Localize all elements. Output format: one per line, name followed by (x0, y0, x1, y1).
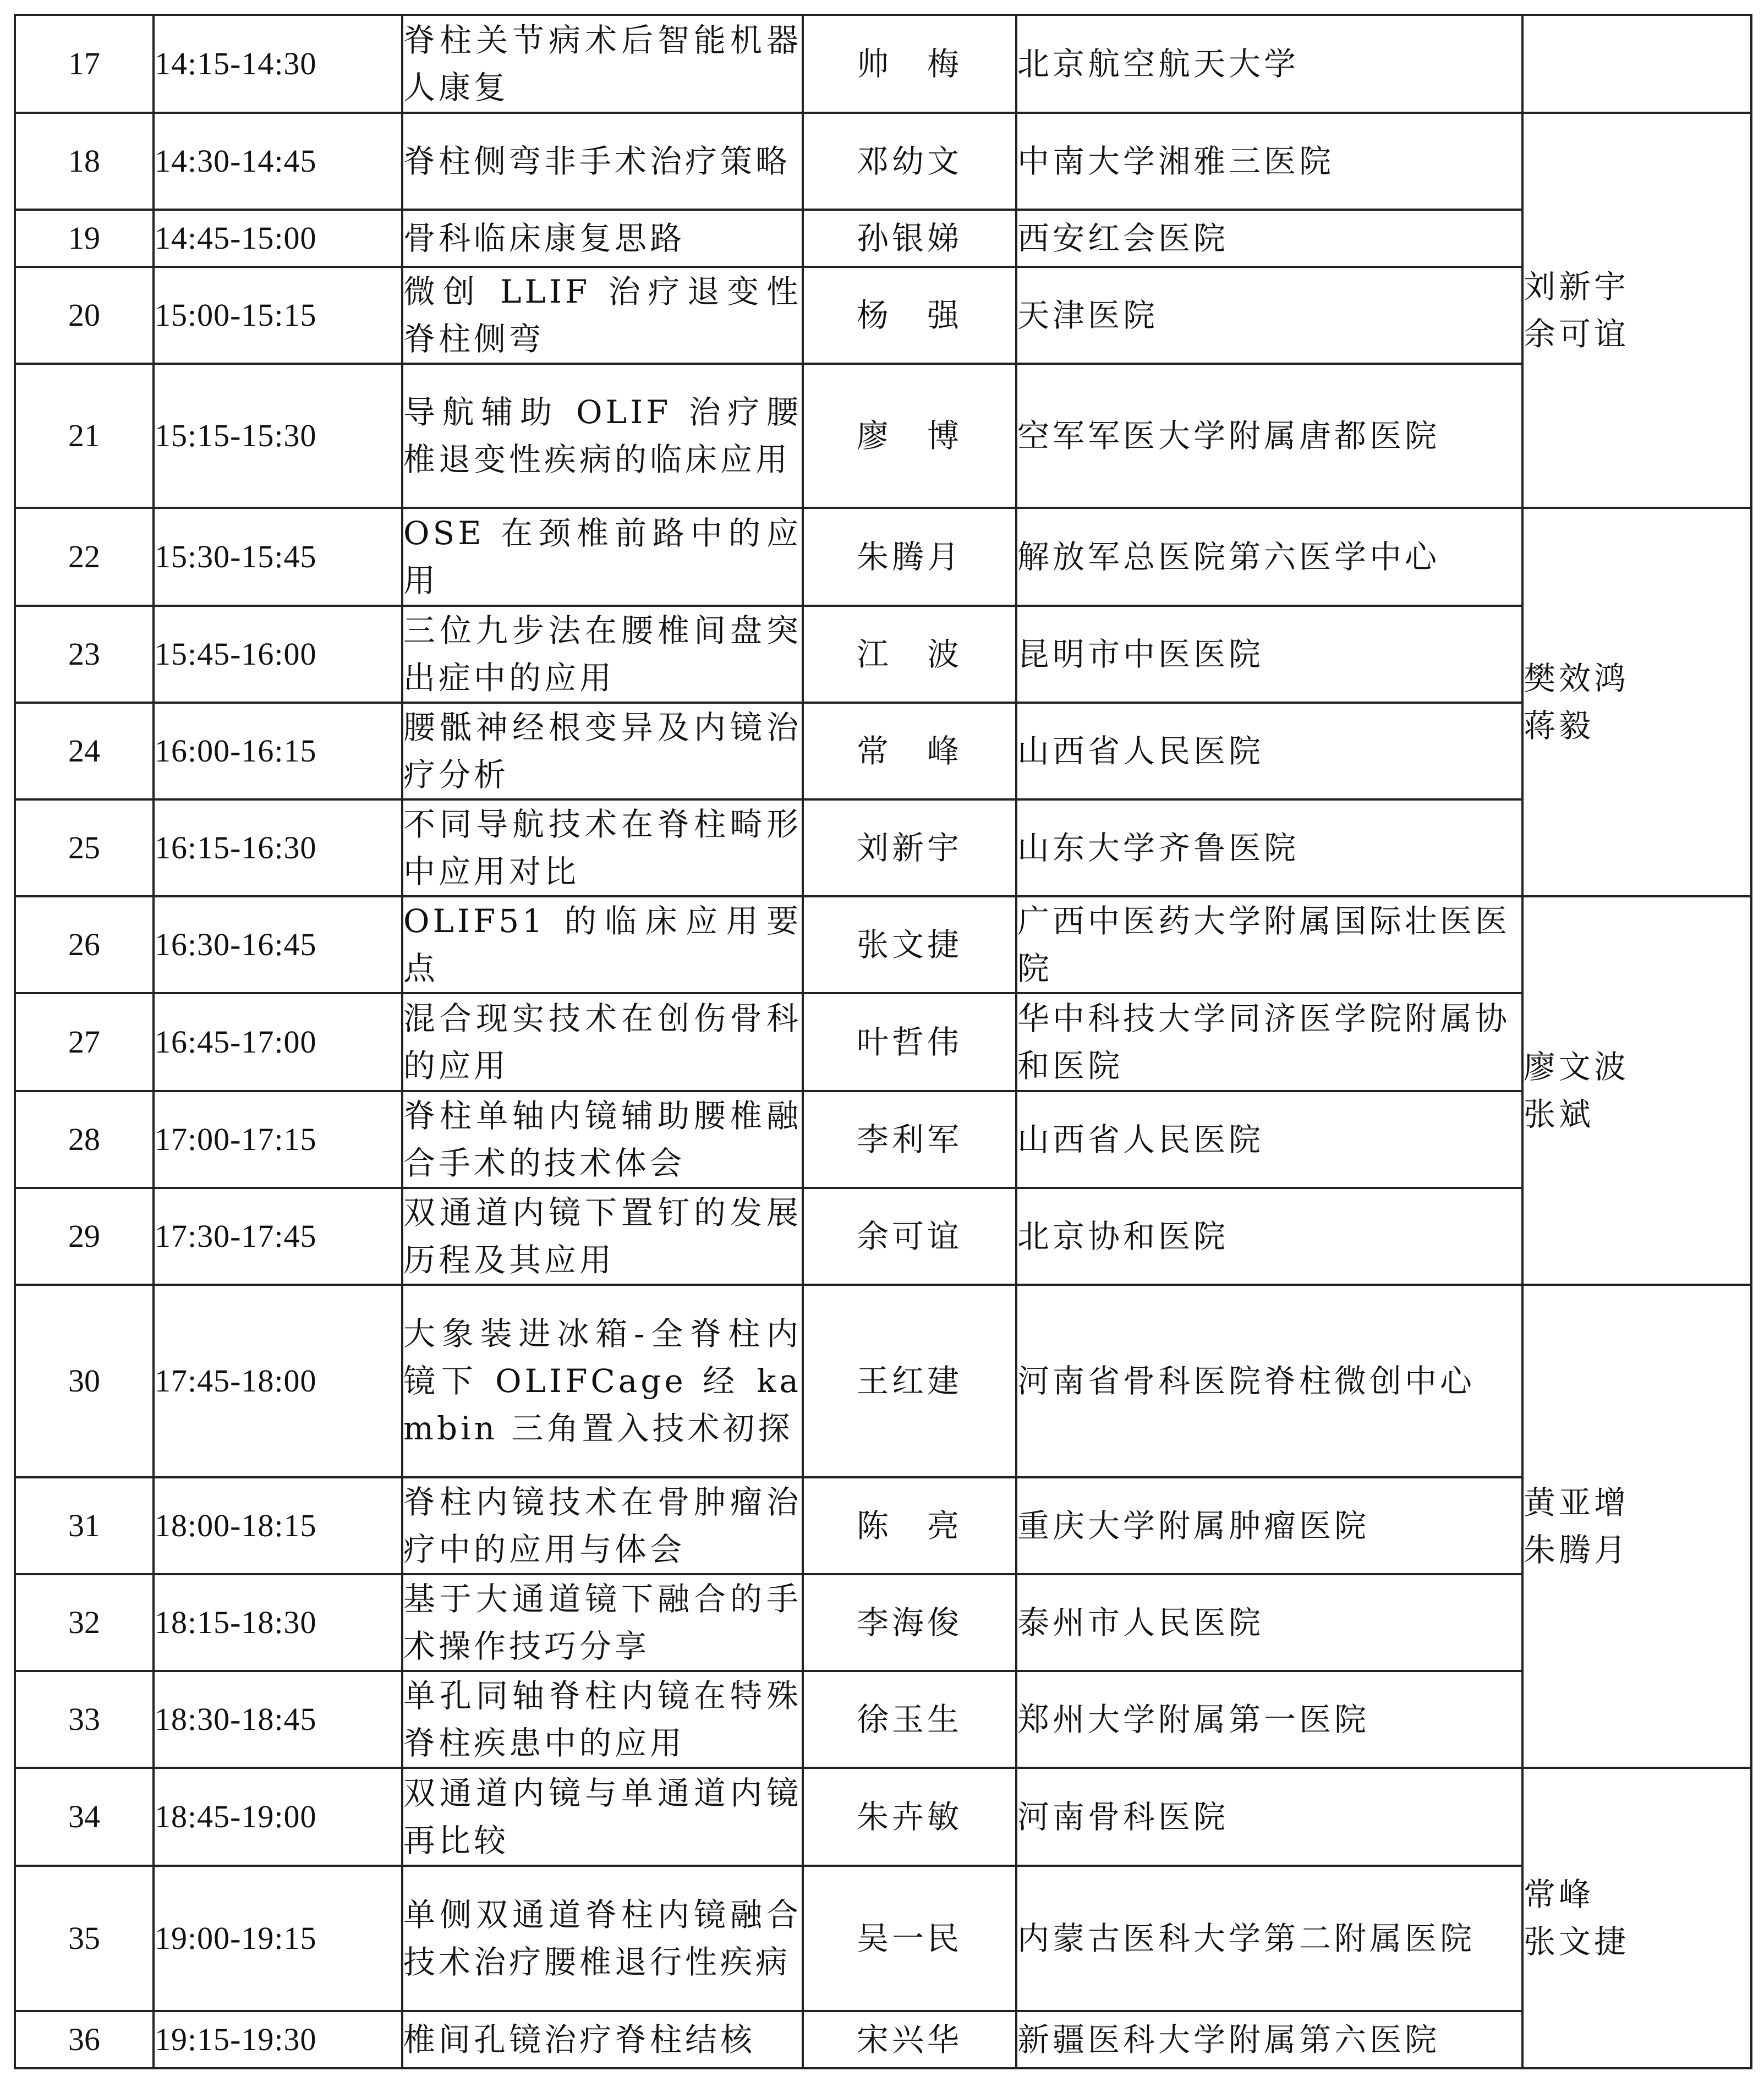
moderator-name: 张斌 (1524, 1095, 1595, 1133)
institution-name: 空军军医大学附属唐都医院 (1016, 364, 1522, 508)
time-slot: 14:30-14:45 (154, 113, 402, 210)
row-number: 27 (15, 993, 154, 1091)
institution-name: 华中科技大学同济医学院附属协和医院 (1016, 993, 1522, 1091)
speaker-name: 杨 强 (803, 267, 1016, 364)
table-row (15, 15, 1751, 113)
moderator-cell (1522, 896, 1751, 1285)
speaker-name: 邓幼文 (803, 113, 1016, 210)
speaker-name: 宋兴华 (803, 2011, 1016, 2068)
talk-topic: 双通道内镜下置钉的发展历程及其应用 (402, 1188, 803, 1285)
moderator-name: 蒋毅 (1524, 707, 1595, 744)
talk-topic: 基于大通道镜下融合的手术操作技巧分享 (402, 1574, 803, 1671)
moderator-cell (1522, 1285, 1751, 1768)
time-slot: 18:30-18:45 (154, 1671, 402, 1768)
row-number: 35 (15, 1866, 154, 2011)
table-row (15, 364, 1751, 508)
row-number: 21 (15, 364, 154, 508)
speaker-name: 李利军 (803, 1091, 1016, 1188)
row-number: 36 (15, 2011, 154, 2068)
speaker-name: 廖 博 (803, 364, 1016, 508)
row-number: 25 (15, 799, 154, 896)
institution-name: 中南大学湘雅三医院 (1016, 113, 1522, 210)
talk-topic: 微创 LLIF 治疗退变性脊柱侧弯 (402, 267, 803, 364)
time-slot: 16:15-16:30 (154, 799, 402, 896)
table-row (15, 1574, 1751, 1671)
institution-name: 山西省人民医院 (1016, 1091, 1522, 1188)
talk-topic: 三位九步法在腰椎间盘突出症中的应用 (402, 606, 803, 703)
row-number: 18 (15, 113, 154, 210)
speaker-name: 朱卉敏 (803, 1768, 1016, 1866)
time-slot: 14:45-15:00 (154, 210, 402, 267)
moderator-name: 刘新宇 (1524, 268, 1630, 305)
time-slot: 16:30-16:45 (154, 896, 402, 993)
time-slot: 18:15-18:30 (154, 1574, 402, 1671)
speaker-name: 孙银娣 (803, 210, 1016, 267)
talk-topic: 单孔同轴脊柱内镜在特殊脊柱疾患中的应用 (402, 1671, 803, 1768)
row-number: 33 (15, 1671, 154, 1768)
row-number: 32 (15, 1574, 154, 1671)
speaker-name: 张文捷 (803, 896, 1016, 993)
moderator-cell (1522, 15, 1751, 113)
table-row (15, 1091, 1751, 1188)
talk-topic: 脊柱单轴内镜辅助腰椎融合手术的技术体会 (402, 1091, 803, 1188)
time-slot: 15:30-15:45 (154, 508, 402, 606)
schedule-table (14, 14, 1752, 2069)
table-row (15, 2011, 1751, 2068)
time-slot: 18:00-18:15 (154, 1477, 402, 1574)
institution-name: 重庆大学附属肿瘤医院 (1016, 1477, 1522, 1574)
row-number: 26 (15, 896, 154, 993)
speaker-name: 帅 梅 (803, 15, 1016, 113)
speaker-name: 江 波 (803, 606, 1016, 703)
talk-topic: 脊柱关节病术后智能机器人康复 (402, 15, 803, 113)
row-number: 22 (15, 508, 154, 606)
talk-topic: 双通道内镜与单通道内镜再比较 (402, 1768, 803, 1866)
institution-name: 内蒙古医科大学第二附属医院 (1016, 1866, 1522, 2011)
table-row (15, 1768, 1751, 1866)
time-slot: 18:45-19:00 (154, 1768, 402, 1866)
institution-name: 北京航空航天大学 (1016, 15, 1522, 113)
time-slot: 15:45-16:00 (154, 606, 402, 703)
talk-topic: 腰骶神经根变异及内镜治疗分析 (402, 703, 803, 799)
institution-name: 河南省骨科医院脊柱微创中心 (1016, 1285, 1522, 1477)
row-number: 34 (15, 1768, 154, 1866)
moderator-name: 张文捷 (1524, 1923, 1630, 1960)
table-row (15, 210, 1751, 267)
row-number: 17 (15, 15, 154, 113)
time-slot: 19:15-19:30 (154, 2011, 402, 2068)
table-row (15, 1188, 1751, 1285)
table-row (15, 606, 1751, 703)
moderator-name: 朱腾月 (1524, 1531, 1630, 1569)
moderator-cell (1522, 113, 1751, 508)
time-slot: 16:00-16:15 (154, 703, 402, 799)
time-slot: 15:00-15:15 (154, 267, 402, 364)
speaker-name: 王红建 (803, 1285, 1016, 1477)
moderator-cell (1522, 508, 1751, 896)
time-slot: 17:00-17:15 (154, 1091, 402, 1188)
time-slot: 17:45-18:00 (154, 1285, 402, 1477)
institution-name: 西安红会医院 (1016, 210, 1522, 267)
table-row (15, 896, 1751, 993)
speaker-name: 常 峰 (803, 703, 1016, 799)
institution-name: 河南骨科医院 (1016, 1768, 1522, 1866)
table-row (15, 1866, 1751, 2011)
moderator-name: 余可谊 (1524, 315, 1630, 353)
moderator-cell (1522, 1768, 1751, 2068)
moderator-name: 黄亚增 (1524, 1484, 1630, 1521)
speaker-name: 吴一民 (803, 1866, 1016, 2011)
time-slot: 17:30-17:45 (154, 1188, 402, 1285)
table-row (15, 993, 1751, 1091)
row-number: 23 (15, 606, 154, 703)
table-row (15, 113, 1751, 210)
talk-topic: OSE 在颈椎前路中的应用 (402, 508, 803, 606)
institution-name: 泰州市人民医院 (1016, 1574, 1522, 1671)
talk-topic: 脊柱侧弯非手术治疗策略 (402, 113, 803, 210)
talk-topic: 大象装进冰箱-全脊柱内镜下 OLIFCage 经 kambin 三角置入技术初探 (402, 1285, 803, 1477)
talk-topic: 单侧双通道脊柱内镜融合技术治疗腰椎退行性疾病 (402, 1866, 803, 2011)
institution-name: 郑州大学附属第一医院 (1016, 1671, 1522, 1768)
time-slot: 16:45-17:00 (154, 993, 402, 1091)
institution-name: 广西中医药大学附属国际壮医医院 (1016, 896, 1522, 993)
row-number: 19 (15, 210, 154, 267)
institution-name: 昆明市中医医院 (1016, 606, 1522, 703)
time-slot: 14:15-14:30 (154, 15, 402, 113)
table-row (15, 508, 1751, 606)
row-number: 24 (15, 703, 154, 799)
row-number: 29 (15, 1188, 154, 1285)
talk-topic: 混合现实技术在创伤骨科的应用 (402, 993, 803, 1091)
time-slot: 15:15-15:30 (154, 364, 402, 508)
speaker-name: 叶哲伟 (803, 993, 1016, 1091)
row-number: 30 (15, 1285, 154, 1477)
institution-name: 解放军总医院第六医学中心 (1016, 508, 1522, 606)
speaker-name: 朱腾月 (803, 508, 1016, 606)
speaker-name: 徐玉生 (803, 1671, 1016, 1768)
row-number: 31 (15, 1477, 154, 1574)
table-row (15, 799, 1751, 896)
talk-topic: 导航辅助 OLIF 治疗腰椎退变性疾病的临床应用 (402, 364, 803, 508)
table-row (15, 703, 1751, 799)
speaker-name: 陈 亮 (803, 1477, 1016, 1574)
moderator-name: 常峰 (1524, 1876, 1595, 1913)
institution-name: 北京协和医院 (1016, 1188, 1522, 1285)
speaker-name: 李海俊 (803, 1574, 1016, 1671)
row-number: 20 (15, 267, 154, 364)
speaker-name: 刘新宇 (803, 799, 1016, 896)
talk-topic: OLIF51 的临床应用要点 (402, 896, 803, 993)
institution-name: 天津医院 (1016, 267, 1522, 364)
institution-name: 山东大学齐鲁医院 (1016, 799, 1522, 896)
institution-name: 新疆医科大学附属第六医院 (1016, 2011, 1522, 2068)
time-slot: 19:00-19:15 (154, 1866, 402, 2011)
speaker-name: 余可谊 (803, 1188, 1016, 1285)
moderator-name: 廖文波 (1524, 1048, 1630, 1086)
talk-topic: 脊柱内镜技术在骨肿瘤治疗中的应用与体会 (402, 1477, 803, 1574)
row-number: 28 (15, 1091, 154, 1188)
table-row (15, 1671, 1751, 1768)
institution-name: 山西省人民医院 (1016, 703, 1522, 799)
moderator-name: 樊效鸿 (1524, 660, 1630, 697)
table-row (15, 1285, 1751, 1477)
talk-topic: 骨科临床康复思路 (402, 210, 803, 267)
table-row (15, 267, 1751, 364)
talk-topic: 椎间孔镜治疗脊柱结核 (402, 2011, 803, 2068)
talk-topic: 不同导航技术在脊柱畸形中应用对比 (402, 799, 803, 896)
table-row (15, 1477, 1751, 1574)
